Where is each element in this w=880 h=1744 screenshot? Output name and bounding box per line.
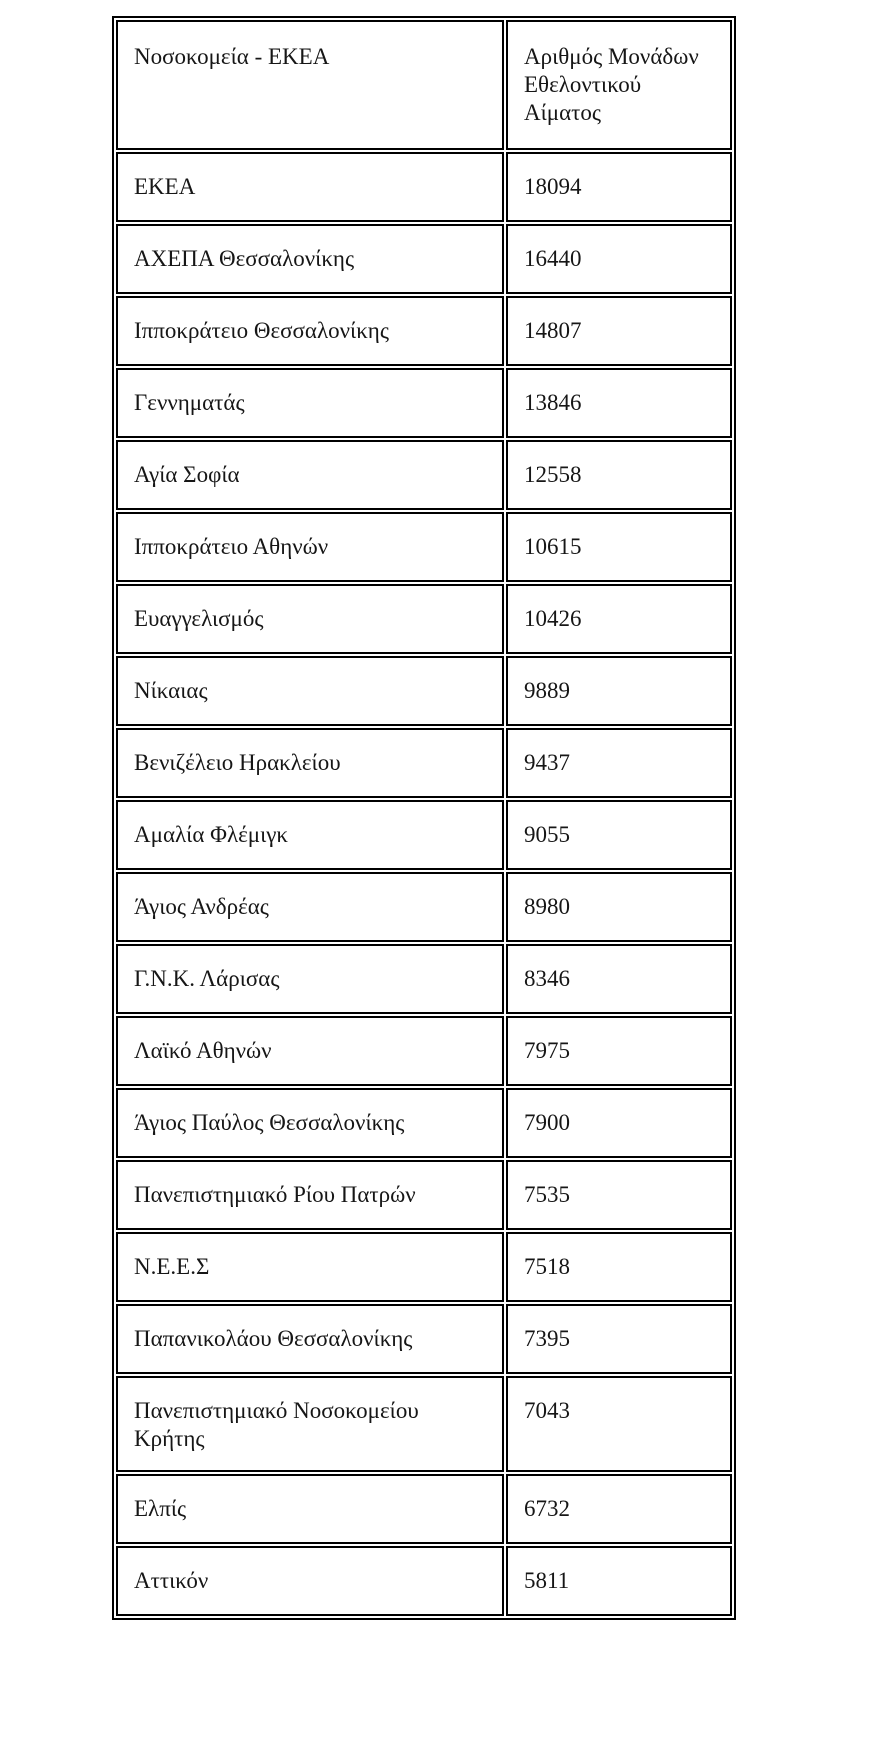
table-row: [116, 152, 732, 222]
units-value-cell: 7535: [506, 1160, 732, 1230]
table-row: [116, 1016, 732, 1086]
hospital-name-cell: Νίκαιας: [116, 656, 504, 726]
table-row: [116, 1546, 732, 1616]
units-value-cell: 10426: [506, 584, 732, 654]
units-value-cell: 9055: [506, 800, 732, 870]
units-value-cell: 12558: [506, 440, 732, 510]
hospital-name-cell: Ν.Ε.Ε.Σ: [116, 1232, 504, 1302]
units-value-cell: 5811: [506, 1546, 732, 1616]
table-row: [116, 1376, 732, 1472]
table-row: [116, 656, 732, 726]
table-row: [116, 1474, 732, 1544]
table-header-row: [116, 20, 732, 150]
hospital-name-cell: Αμαλία Φλέμιγκ: [116, 800, 504, 870]
table-row: [116, 728, 732, 798]
table-row: [116, 944, 732, 1014]
hospital-name-cell: Άγιος Ανδρέας: [116, 872, 504, 942]
hospital-name-cell: Αγία Σοφία: [116, 440, 504, 510]
blood-units-table: [112, 16, 736, 1620]
units-value-cell: 7518: [506, 1232, 732, 1302]
hospital-name-cell: Ευαγγελισμός: [116, 584, 504, 654]
units-value-cell: 14807: [506, 296, 732, 366]
units-value-cell: 13846: [506, 368, 732, 438]
hospital-name-cell: Λαϊκό Αθηνών: [116, 1016, 504, 1086]
hospital-name-cell: Ιπποκράτειο Θεσσαλονίκης: [116, 296, 504, 366]
hospital-name-cell: Πανεπιστημιακό Ρίου Πατρών: [116, 1160, 504, 1230]
table-row: [116, 224, 732, 294]
table-row: [116, 584, 732, 654]
hospital-name-cell: Γεννηματάς: [116, 368, 504, 438]
table-row: [116, 368, 732, 438]
table-row: [116, 1160, 732, 1230]
hospital-name-cell: Αττικόν: [116, 1546, 504, 1616]
units-value-cell: 7395: [506, 1304, 732, 1374]
units-value-cell: 7900: [506, 1088, 732, 1158]
table-row: [116, 512, 732, 582]
units-value-cell: 8980: [506, 872, 732, 942]
table-row: [116, 440, 732, 510]
table-row: [116, 800, 732, 870]
hospital-name-cell: Άγιος Παύλος Θεσσαλονίκης: [116, 1088, 504, 1158]
hospital-name-cell: Ελπίς: [116, 1474, 504, 1544]
table-row: [116, 1232, 732, 1302]
hospital-name-cell: ΕΚΕΑ: [116, 152, 504, 222]
table-row: [116, 1088, 732, 1158]
hospital-name-cell: Βενιζέλειο Ηρακλείου: [116, 728, 504, 798]
hospital-name-cell: Ιπποκράτειο Αθηνών: [116, 512, 504, 582]
table-row: [116, 1304, 732, 1374]
hospital-name-cell: ΑΧΕΠΑ Θεσσαλονίκης: [116, 224, 504, 294]
units-value-cell: 9437: [506, 728, 732, 798]
units-column-header: Αριθμός Μονάδων Εθελοντικού Αίματος: [506, 20, 732, 150]
units-value-cell: 10615: [506, 512, 732, 582]
hospital-name-cell: Γ.Ν.Κ. Λάρισας: [116, 944, 504, 1014]
hospital-name-cell: Πανεπιστημιακό Νοσοκομείου Κρήτης: [116, 1376, 504, 1472]
units-value-cell: 8346: [506, 944, 732, 1014]
units-value-cell: 7975: [506, 1016, 732, 1086]
hospital-column-header: Νοσοκομεία - ΕΚΕΑ: [116, 20, 504, 150]
units-value-cell: 7043: [506, 1376, 732, 1472]
units-value-cell: 18094: [506, 152, 732, 222]
units-value-cell: 6732: [506, 1474, 732, 1544]
units-value-cell: 9889: [506, 656, 732, 726]
hospital-name-cell: Παπανικολάου Θεσσαλονίκης: [116, 1304, 504, 1374]
units-value-cell: 16440: [506, 224, 732, 294]
table-row: [116, 296, 732, 366]
table-row: [116, 872, 732, 942]
